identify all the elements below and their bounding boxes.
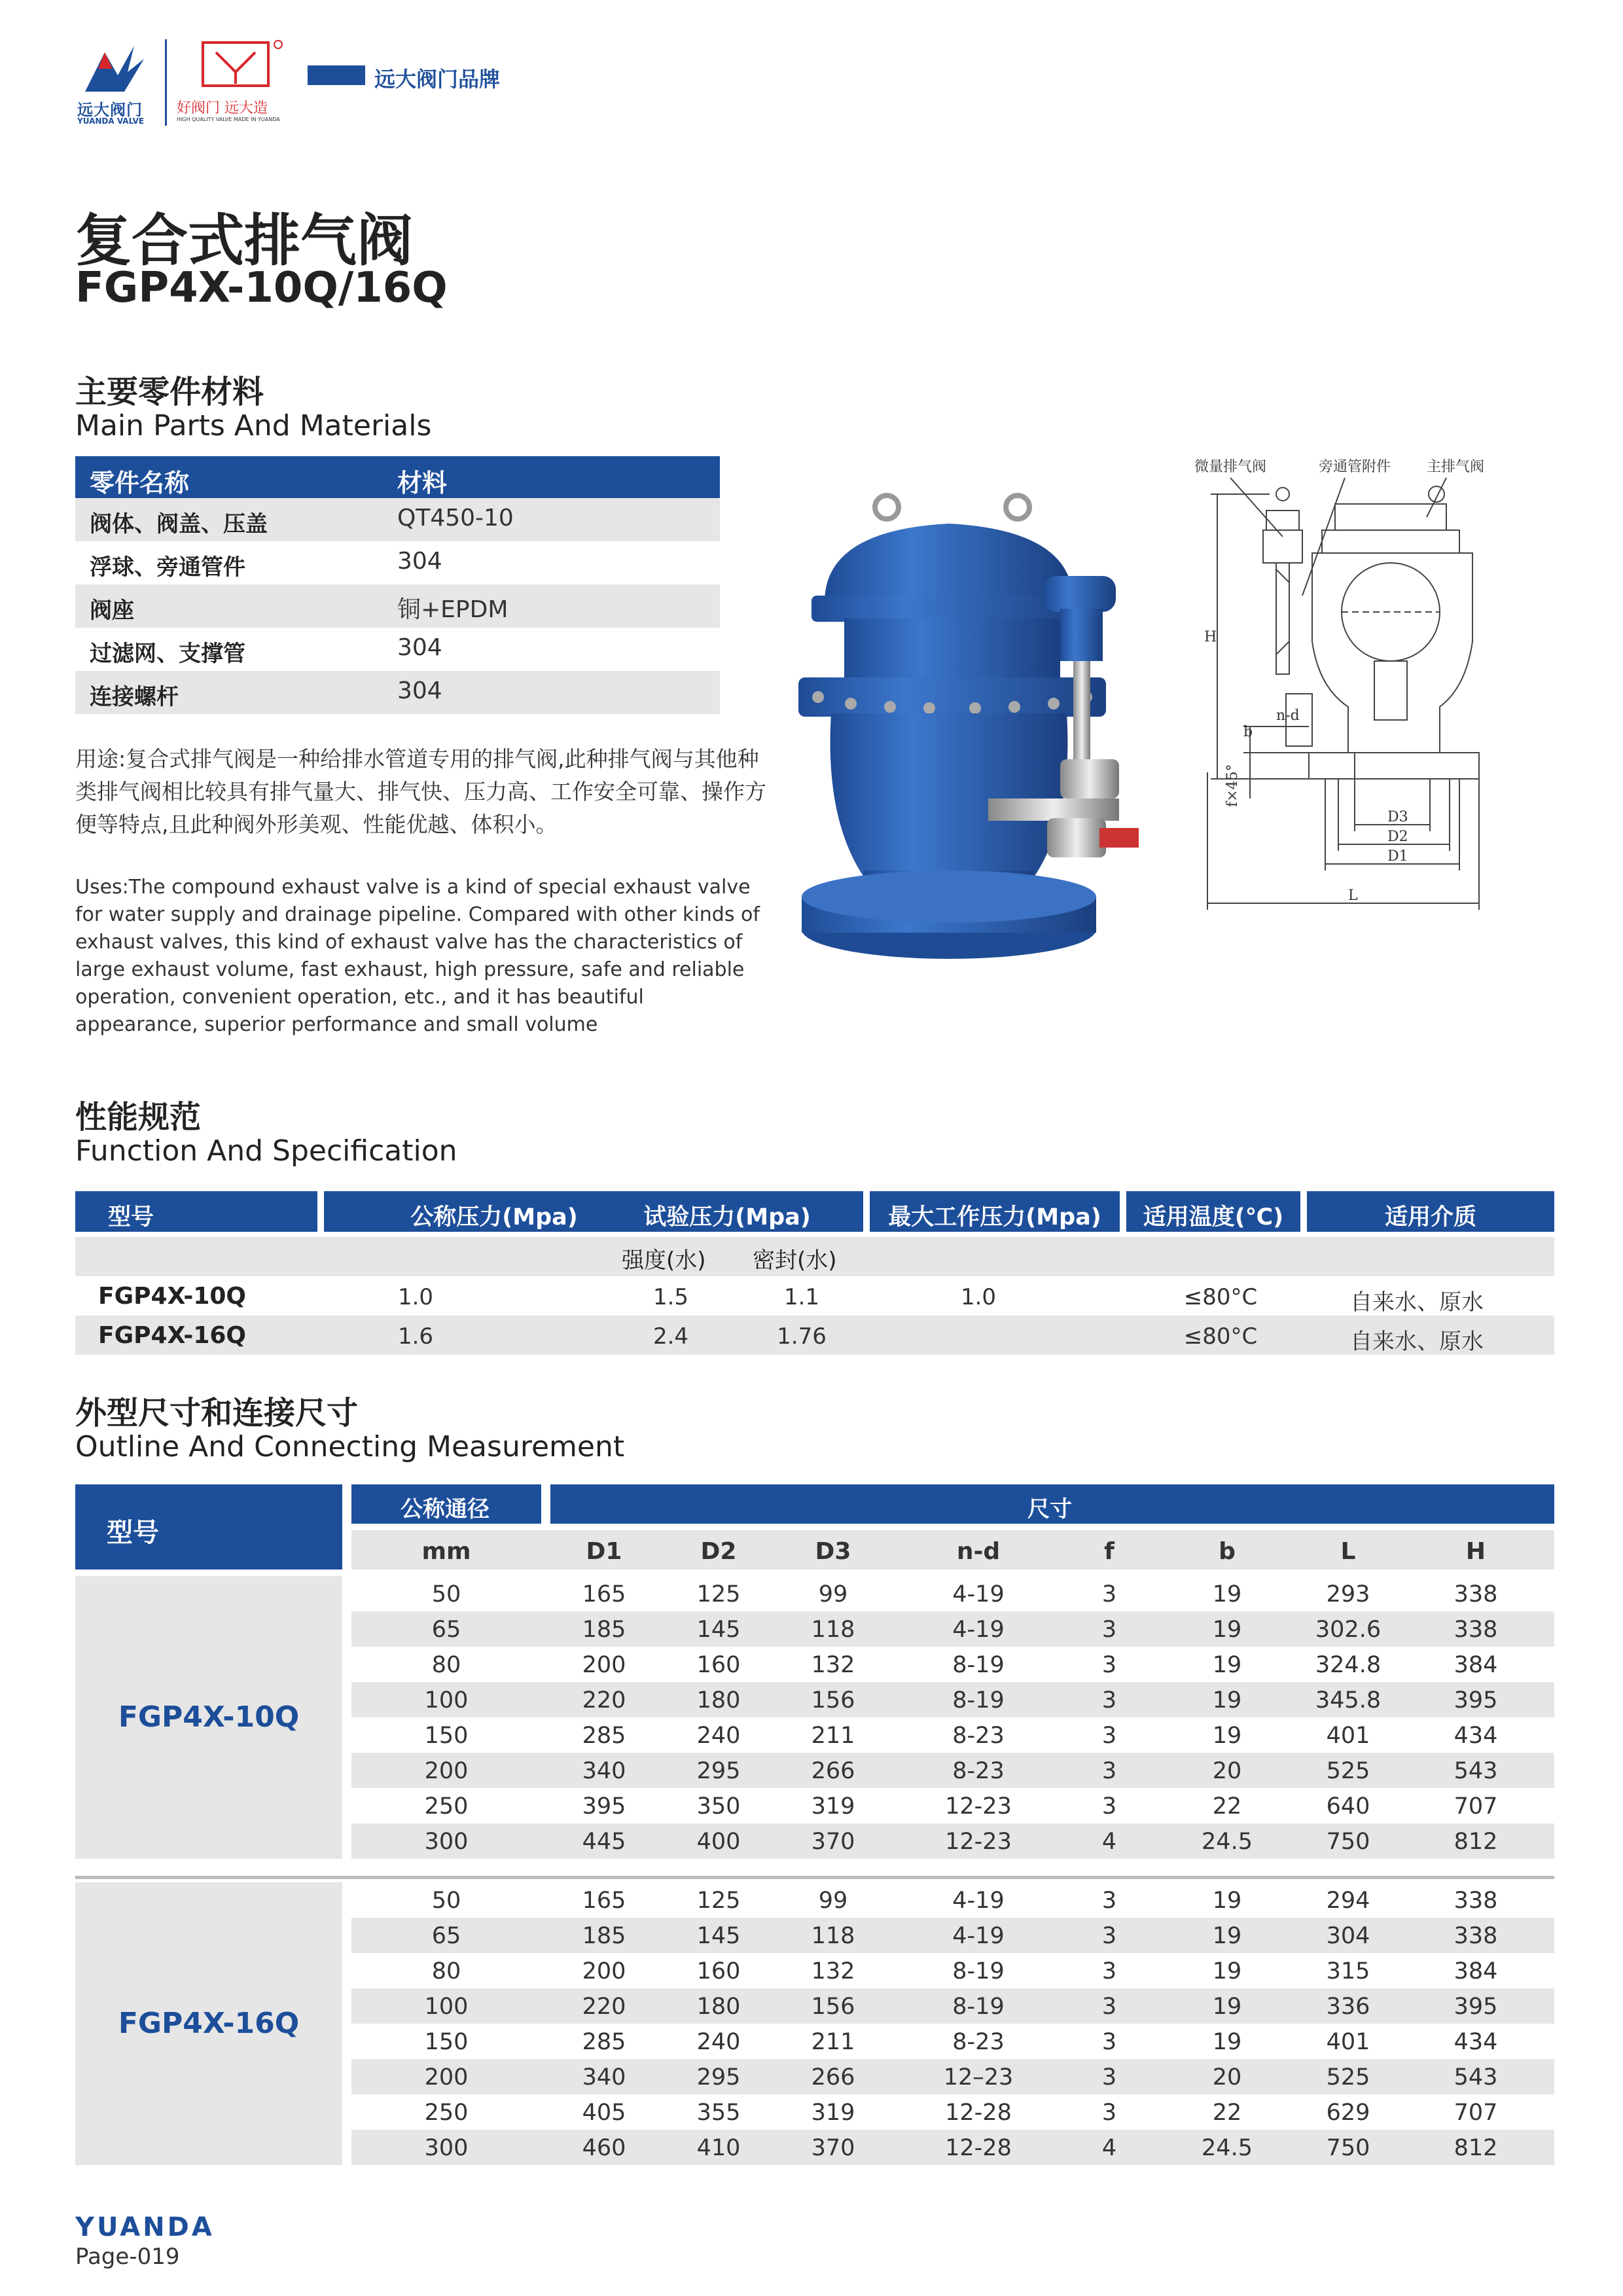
dims-cell: 304 [1326, 1923, 1370, 1949]
dims-cell: 295 [696, 1758, 741, 1784]
dims-cell: 285 [582, 2029, 626, 2055]
dims-cell: 401 [1326, 2029, 1370, 2055]
dims-cell: 125 [696, 1581, 741, 1607]
dims-cell: 156 [811, 1994, 855, 2020]
spec-medium: 自来水、原水 [1350, 1289, 1484, 1316]
dims-cell: 324.8 [1315, 1652, 1382, 1678]
spec-pn: 1.0 [397, 1284, 434, 1310]
header-bar [308, 65, 365, 85]
dims-subheader: H [1465, 1538, 1486, 1565]
dims-cell: 12–23 [943, 2064, 1014, 2090]
dims-subheader: b [1219, 1538, 1236, 1565]
yuanda-brand-en: YUANDA VALVE [77, 117, 145, 126]
dims-cell: 345.8 [1315, 1687, 1382, 1713]
spec-pn: 1.6 [397, 1323, 434, 1350]
dims-cell: 150 [424, 1723, 469, 1749]
dims-cell: 384 [1454, 1652, 1498, 1678]
dims-cell: 20 [1212, 1758, 1242, 1784]
spec-heading-cn: 性能规范 [75, 1099, 202, 1136]
spec-seal: 1.76 [777, 1323, 827, 1350]
dims-cell: 8-23 [952, 1758, 1005, 1784]
dims-cell: 336 [1326, 1994, 1370, 2020]
spec-seal: 1.1 [783, 1284, 820, 1310]
dims-cell: 150 [424, 2029, 469, 2055]
dims-cell: 19 [1212, 1617, 1242, 1643]
dims-cell: 370 [811, 2135, 855, 2161]
materials-material: QT450-10 [397, 505, 514, 531]
dims-cell: 8-23 [952, 1723, 1005, 1749]
dims-col-model: 型号 [107, 1518, 159, 1548]
dims-col-dn: 公称通径 [401, 1496, 490, 1522]
dims-cell: 293 [1326, 1581, 1370, 1607]
dims-cell: 434 [1454, 1723, 1498, 1749]
spec-header-label: 公称压力(Mpa) [410, 1204, 578, 1230]
dims-cell: 160 [696, 1958, 741, 1984]
dims-cell: 8-19 [952, 1652, 1005, 1678]
dims-cell: 266 [811, 1758, 855, 1784]
dims-cell: 525 [1326, 2064, 1370, 2090]
materials-heading-cn: 主要零件材料 [75, 374, 264, 410]
dims-cell: 156 [811, 1687, 855, 1713]
dims-cell: 200 [424, 1758, 469, 1784]
dims-cell: 118 [811, 1617, 855, 1643]
dims-cell: 19 [1212, 1994, 1242, 2020]
dims-cell: 180 [696, 1994, 741, 2020]
dims-cell: 3 [1101, 2100, 1117, 2126]
dims-cell: 165 [582, 1581, 626, 1607]
yaozi-slogan: 好阀门 远大造 [177, 100, 268, 117]
dims-cell: 3 [1101, 1958, 1117, 1984]
dims-cell: 3 [1101, 1994, 1117, 2020]
dims-cell: 4-19 [952, 1923, 1005, 1949]
page-model: FGP4X-10Q/16Q [75, 264, 448, 312]
dims-subheader: n-d [956, 1538, 1001, 1565]
spec-strength: 1.5 [652, 1284, 689, 1310]
dims-cell: 4 [1101, 2135, 1117, 2161]
dims-cell: 250 [424, 1793, 469, 1820]
dims-cell: 220 [582, 1687, 626, 1713]
dims-cell: 145 [696, 1617, 741, 1643]
materials-part: 阀座 [90, 598, 134, 624]
footer-page-number: Page-019 [75, 2244, 180, 2270]
dims-cell: 338 [1454, 1923, 1498, 1949]
dims-cell: 22 [1212, 1793, 1242, 1820]
dims-cell: 100 [424, 1994, 469, 2020]
dims-model-label: FGP4X-10Q [118, 1700, 300, 1734]
dims-cell: 3 [1101, 2064, 1117, 2090]
dims-cell: 640 [1326, 1793, 1370, 1820]
dims-cell: 160 [696, 1652, 741, 1678]
yuanda-logo-icon [79, 39, 151, 98]
materials-material: 304 [397, 548, 442, 575]
header-brand-title: 远大阀门品牌 [374, 67, 501, 92]
diagram-D1: D1 [1387, 848, 1408, 865]
dims-subheader: D2 [700, 1538, 737, 1565]
dims-cell: 350 [696, 1793, 741, 1820]
dims-group-divider [75, 1876, 1554, 1879]
spec-max: 1.0 [960, 1284, 997, 1310]
dims-cell: 200 [582, 1652, 626, 1678]
dims-cell: 295 [696, 2064, 741, 2090]
diagram-fx45: f×45° [1224, 764, 1241, 807]
materials-material: 304 [397, 634, 442, 661]
dims-cell: 395 [1454, 1687, 1498, 1713]
dims-cell: 401 [1326, 1723, 1370, 1749]
dims-cell: 4 [1101, 1829, 1117, 1855]
dims-cell: 80 [431, 1652, 461, 1678]
spec-header-label: 最大工作压力(Mpa) [888, 1204, 1101, 1230]
dims-cell: 185 [582, 1923, 626, 1949]
header-logos [72, 39, 661, 131]
logo-divider [165, 39, 167, 126]
dims-cell: 319 [811, 2100, 855, 2126]
dims-table [75, 1484, 1554, 2172]
dims-cell: 384 [1454, 1958, 1498, 1984]
dims-heading-en: Outline And Connecting Measurement [75, 1430, 625, 1463]
dims-cell: 19 [1212, 1888, 1242, 1914]
dims-cell: 19 [1212, 1958, 1242, 1984]
dims-cell: 50 [431, 1888, 461, 1914]
page-title: 复合式排气阀 [75, 208, 413, 274]
dims-cell: 125 [696, 1888, 741, 1914]
dims-cell: 300 [424, 2135, 469, 2161]
dims-cell: 20 [1212, 2064, 1242, 2090]
dims-cell: 543 [1454, 1758, 1498, 1784]
materials-part: 连接螺杆 [90, 684, 179, 710]
dims-cell: 19 [1212, 1687, 1242, 1713]
diagram-L: L [1348, 888, 1358, 904]
dims-cell: 220 [582, 1994, 626, 2020]
dims-cell: 340 [582, 1758, 626, 1784]
dims-cell: 338 [1454, 1617, 1498, 1643]
yaozi-sub: HIGH QUALITY VALVE MADE IN YUANDA [177, 117, 280, 122]
footer-brand: YUANDA [75, 2212, 215, 2242]
dims-cell: 22 [1212, 2100, 1242, 2126]
dims-cell: 405 [582, 2100, 626, 2126]
spec-header-label: 试验压力(Mpa) [643, 1204, 811, 1230]
dims-cell: 750 [1326, 2135, 1370, 2161]
yuanda-brand-cn: 远大阀门 [77, 101, 143, 119]
dims-cell: 3 [1101, 1723, 1117, 1749]
dims-cell: 165 [582, 1888, 626, 1914]
dims-cell: 319 [811, 1793, 855, 1820]
dims-cell: 434 [1454, 2029, 1498, 2055]
diagram-nd: n-d [1276, 708, 1300, 724]
dims-cell: 3 [1101, 1923, 1117, 1949]
usage-en: Uses:The compound exhaust valve is a kind of special exhaust valve for water supply and drainage pipeline. Compared with other kinds of exhaust valves, this kind of exhaust valve has the characteristics of large exhaust volume, fast exhaust, high pressure, safe and reliable operation, convenient operation, etc., and it has beautiful appearance, superior performance and small volume [75, 876, 760, 1036]
dims-cell: 3 [1101, 1793, 1117, 1820]
dims-cell: 8-19 [952, 1687, 1005, 1713]
diagram-label-bypass: 旁通管附件 [1319, 459, 1391, 475]
dims-heading-cn: 外型尺寸和连接尺寸 [75, 1395, 359, 1431]
dims-cell: 3 [1101, 1617, 1117, 1643]
spec-table [75, 1191, 1554, 1355]
dims-cell: 812 [1454, 2135, 1498, 2161]
dims-cell: 12-28 [945, 2135, 1012, 2161]
dims-cell: 338 [1454, 1581, 1498, 1607]
spec-temp: ≤80°C [1183, 1284, 1258, 1310]
dims-cell: 355 [696, 2100, 741, 2126]
dims-cell: 132 [811, 1958, 855, 1984]
dims-cell: 19 [1212, 1723, 1242, 1749]
dims-cell: 200 [424, 2064, 469, 2090]
materials-material: 304 [397, 677, 442, 704]
dims-cell: 180 [696, 1687, 741, 1713]
dims-cell: 300 [424, 1829, 469, 1855]
dims-cell: 3 [1101, 2029, 1117, 2055]
materials-part: 阀体、阀盖、压盖 [90, 511, 268, 537]
dims-cell: 400 [696, 1829, 741, 1855]
spec-sub-strength: 强度(水) [622, 1247, 706, 1274]
spec-heading-en: Function And Specification [75, 1134, 457, 1168]
materials-table [75, 456, 720, 717]
dims-cell: 240 [696, 2029, 741, 2055]
dims-cell: 3 [1101, 1687, 1117, 1713]
spec-header-label: 适用介质 [1384, 1204, 1476, 1230]
dims-cell: 132 [811, 1652, 855, 1678]
yaozi-logo-icon [187, 39, 285, 92]
spec-sub-seal: 密封(水) [753, 1247, 837, 1274]
dims-cell: 4-19 [952, 1581, 1005, 1607]
dims-cell: 3 [1101, 1758, 1117, 1784]
dims-cell: 185 [582, 1617, 626, 1643]
dims-cell: 285 [582, 1723, 626, 1749]
diagram-b: b [1243, 724, 1253, 740]
dims-cell: 812 [1454, 1829, 1498, 1855]
dims-cell: 118 [811, 1923, 855, 1949]
dims-cell: 460 [582, 2135, 626, 2161]
dims-cell: 65 [431, 1617, 461, 1643]
dims-cell: 8-19 [952, 1994, 1005, 2020]
dims-subheader: mm [421, 1538, 471, 1565]
dims-cell: 370 [811, 1829, 855, 1855]
spec-model: FGP4X-10Q [98, 1283, 247, 1310]
dims-cell: 145 [696, 1923, 741, 1949]
diagram-H: H [1204, 629, 1217, 645]
dims-cell: 24.5 [1202, 2135, 1253, 2161]
dims-cell: 707 [1454, 2100, 1498, 2126]
dims-cell: 3 [1101, 1581, 1117, 1607]
diagram-label-micro: 微量排气阀 [1194, 459, 1267, 475]
dims-cell: 294 [1326, 1888, 1370, 1914]
dims-cell: 750 [1326, 1829, 1370, 1855]
spec-header-label: 型号 [108, 1204, 154, 1230]
dims-cell: 211 [811, 1723, 855, 1749]
spec-medium: 自来水、原水 [1350, 1329, 1484, 1355]
dims-cell: 19 [1212, 1652, 1242, 1678]
dims-subheader: L [1340, 1538, 1356, 1565]
materials-col-part: 零件名称 [90, 469, 190, 497]
dims-cell: 8-23 [952, 2029, 1005, 2055]
dims-cell: 543 [1454, 2064, 1498, 2090]
dims-cell: 100 [424, 1687, 469, 1713]
materials-col-material: 材料 [397, 469, 448, 497]
valve-photo-image [785, 478, 1217, 995]
diagram-D3: D3 [1387, 809, 1408, 825]
spec-temp: ≤80°C [1183, 1323, 1258, 1350]
diagram-D2: D2 [1387, 829, 1408, 845]
dims-cell: 80 [431, 1958, 461, 1984]
dims-model-label: FGP4X-16Q [118, 2007, 300, 2040]
dims-subheader: D1 [586, 1538, 622, 1565]
dims-cell: 445 [582, 1829, 626, 1855]
dims-cell: 65 [431, 1923, 461, 1949]
materials-material: 铜+EPDM [397, 596, 508, 623]
dims-cell: 302.6 [1315, 1617, 1382, 1643]
dims-cell: 8-19 [952, 1958, 1005, 1984]
dims-col-size: 尺寸 [1027, 1496, 1072, 1522]
spec-model: FGP4X-16Q [98, 1322, 247, 1349]
dims-cell: 12-28 [945, 2100, 1012, 2126]
dims-cell: 338 [1454, 1888, 1498, 1914]
dims-cell: 19 [1212, 1923, 1242, 1949]
dims-cell: 12-23 [945, 1793, 1012, 1820]
dims-cell: 525 [1326, 1758, 1370, 1784]
dims-cell: 395 [582, 1793, 626, 1820]
dims-cell: 211 [811, 2029, 855, 2055]
dims-cell: 24.5 [1202, 1829, 1253, 1855]
diagram-label-main: 主排气阀 [1427, 459, 1485, 475]
dims-cell: 99 [818, 1581, 848, 1607]
dims-cell: 629 [1326, 2100, 1370, 2126]
dims-cell: 410 [696, 2135, 741, 2161]
dims-cell: 3 [1101, 1888, 1117, 1914]
dims-cell: 99 [818, 1888, 848, 1914]
materials-part: 过滤网、支撑管 [90, 641, 245, 667]
materials-heading-en: Main Parts And Materials [75, 409, 432, 442]
dims-cell: 3 [1101, 1652, 1117, 1678]
dims-cell: 315 [1326, 1958, 1370, 1984]
dims-cell: 19 [1212, 2029, 1242, 2055]
dimension-diagram [1178, 445, 1518, 929]
materials-part: 浮球、旁通管件 [90, 554, 245, 581]
dims-subheader: f [1104, 1538, 1115, 1565]
spec-strength: 2.4 [652, 1323, 689, 1350]
dims-cell: 4-19 [952, 1888, 1005, 1914]
dims-cell: 240 [696, 1723, 741, 1749]
dims-subheader: D3 [815, 1538, 851, 1565]
dims-cell: 340 [582, 2064, 626, 2090]
dims-cell: 19 [1212, 1581, 1242, 1607]
dims-cell: 50 [431, 1581, 461, 1607]
dims-cell: 266 [811, 2064, 855, 2090]
usage-cn: 用途:复合式排气阀是一种给排水管道专用的排气阀,此种排气阀与其他种类排气阀相比较具有排气量大、排气快、压力高、工作安全可靠、操作方便等特点,且此种阀外形美观、性能优越、体积小。 [75, 746, 766, 837]
dims-cell: 4-19 [952, 1617, 1005, 1643]
spec-header-label: 适用温度(℃) [1143, 1204, 1284, 1230]
dims-cell: 12-23 [945, 1829, 1012, 1855]
dims-cell: 250 [424, 2100, 469, 2126]
dims-cell: 395 [1454, 1994, 1498, 2020]
dims-cell: 707 [1454, 1793, 1498, 1820]
dims-cell: 200 [582, 1958, 626, 1984]
